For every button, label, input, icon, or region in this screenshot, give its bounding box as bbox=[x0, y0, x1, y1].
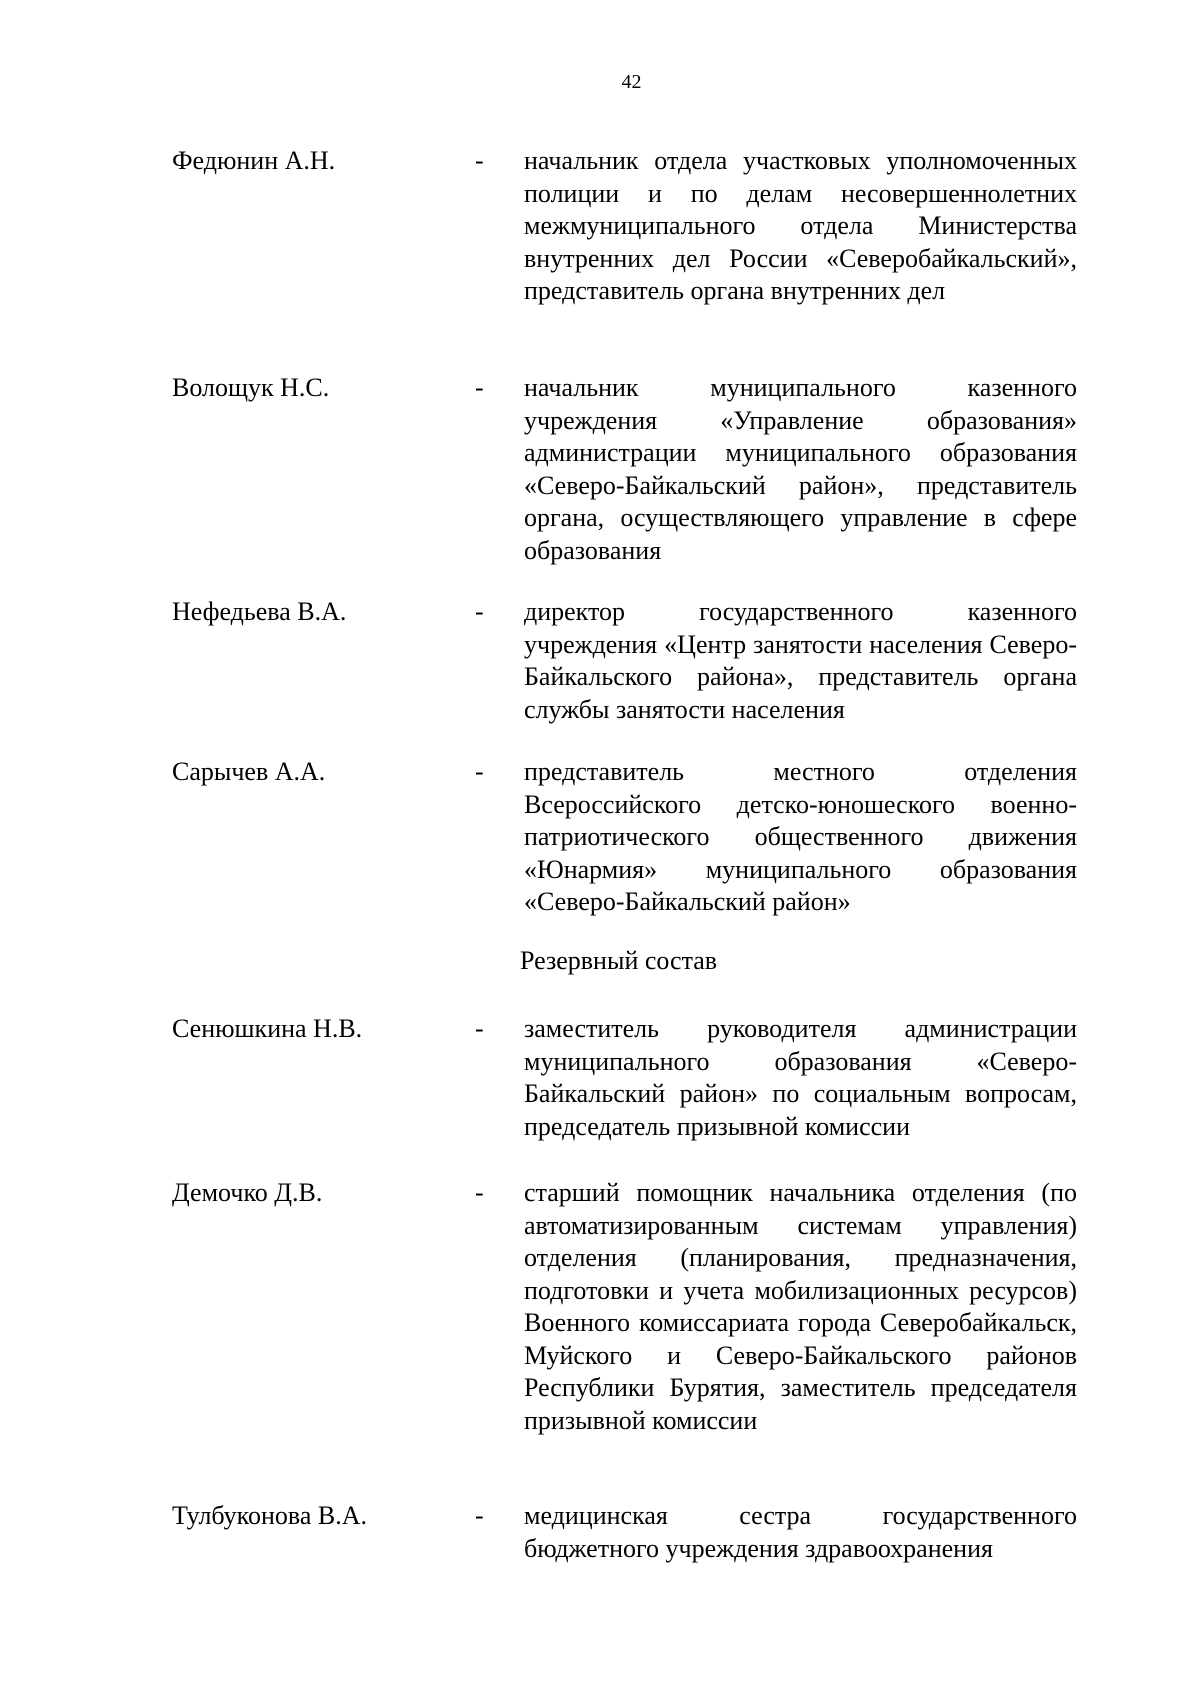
member-position: старший помощник начальника отделения (по автоматизированным системам управления) отделения (планирования, предназначения, подготовки и учета мобилизационных ресурсов) Военного комиссариата города Северобайкальск, Муйского и Северо-Байкальского районов Республики Бурятия, заместитель председателя призывной комиссии bbox=[524, 1178, 1077, 1435]
member-name: Нефедьева В.А. bbox=[172, 597, 347, 626]
dash-separator: - bbox=[475, 597, 484, 626]
dash-separator: - bbox=[475, 1178, 484, 1207]
member-position: медицинская сестра государственного бюджетного учреждения здравоохранения bbox=[524, 1501, 1077, 1563]
dash-separator: - bbox=[475, 146, 484, 175]
member-name: Демочко Д.В. bbox=[172, 1178, 323, 1207]
member-name: Тулбуконова В.А. bbox=[172, 1501, 367, 1530]
dash-separator: - bbox=[475, 1501, 484, 1530]
member-name: Федюнин А.Н. bbox=[172, 146, 336, 175]
member-position: начальник муниципального казенного учреждения «Управление образования» администрации муниципального образования «Северо-Байкальский район», представитель органа, осуществляющего управление в сфере образования bbox=[524, 373, 1077, 565]
member-position: начальник отдела участковых уполномоченных полиции и по делам несовершеннолетних межмуниципального отдела Министерства внутренних дел России «Северобайкальский», представитель органа внутренних дел bbox=[524, 146, 1077, 305]
dash-separator: - bbox=[475, 1014, 484, 1043]
member-name: Волощук Н.С. bbox=[172, 373, 330, 402]
member-position: директор государственного казенного учреждения «Центр занятости населения Северо-Байкальского района», представитель органа службы занятости населения bbox=[524, 597, 1077, 724]
dash-separator: - bbox=[475, 373, 484, 402]
member-name: Сарычев А.А. bbox=[172, 757, 326, 786]
member-name: Сенюшкина Н.В. bbox=[172, 1014, 363, 1043]
dash-separator: - bbox=[475, 757, 484, 786]
reserve-section-heading: Резервный состав bbox=[520, 946, 718, 975]
member-position: представитель местного отделения Всероссийского детско-юношеского военно-патриотического общественного движения «Юнармия» муниципального образования «Северо-Байкальский район» bbox=[524, 757, 1077, 916]
member-position: заместитель руководителя администрации муниципального образования «Северо-Байкальский район» по социальным вопросам, председатель призывной комиссии bbox=[524, 1014, 1077, 1141]
page-number: 42 bbox=[621, 71, 642, 93]
